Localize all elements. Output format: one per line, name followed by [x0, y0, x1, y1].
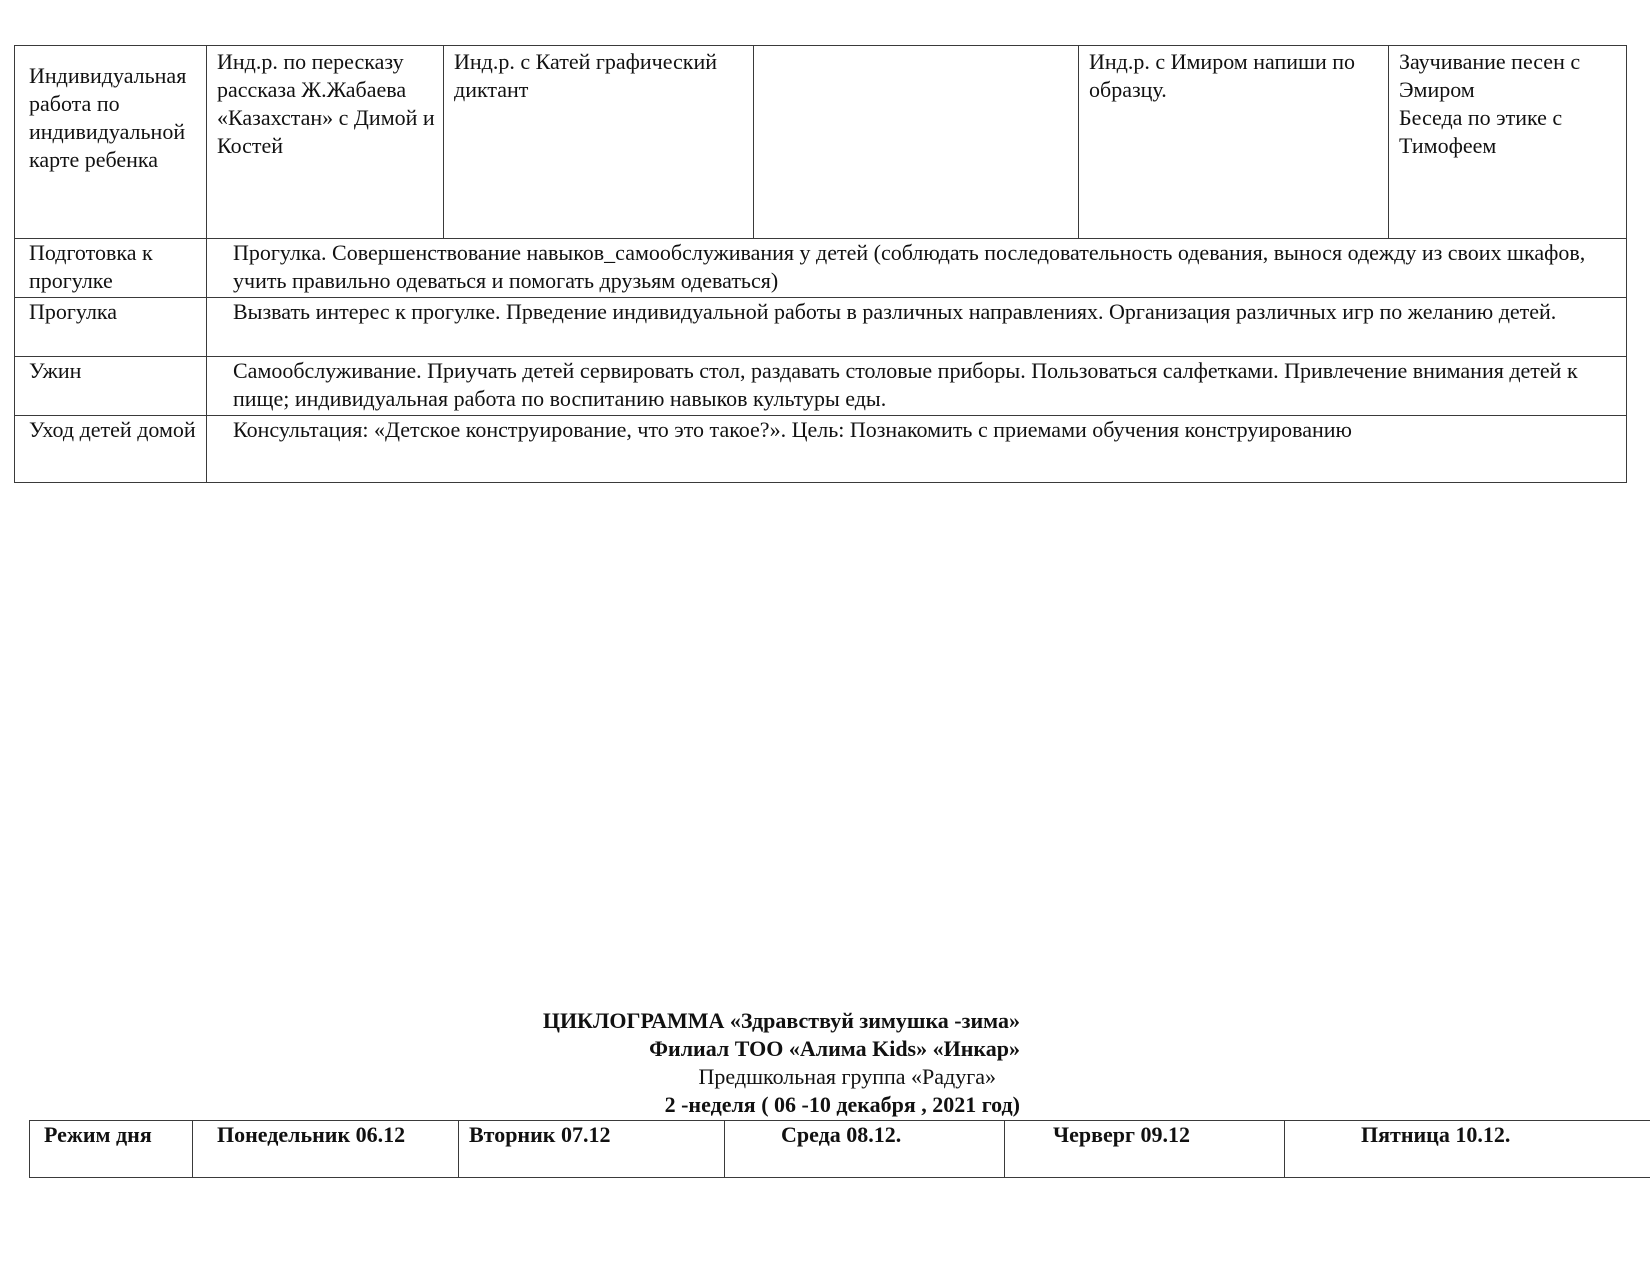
group-name: Предшкольная группа «Радуга»: [698, 1064, 996, 1089]
day-header-tuesday: Вторник 07.12: [459, 1121, 725, 1178]
thursday-cell: Инд.р. с Имиром напиши по образцу.: [1079, 46, 1389, 239]
table-row: [15, 357, 1627, 416]
table-row: [15, 416, 1627, 483]
row-label: Подготовка к прогулке: [15, 239, 207, 298]
friday-line: Заучивание песен с Эмиром: [1399, 49, 1581, 102]
day-header-monday: Понедельник 06.12: [193, 1121, 459, 1178]
table-row: [15, 239, 1627, 298]
regime-header: Режим дня: [30, 1121, 193, 1178]
wednesday-cell: [754, 46, 1079, 239]
row-label: Ужин: [15, 357, 207, 416]
page-title: ЦИКЛОГРАММА «Здравствуй зимушка -зима»: [542, 1008, 1020, 1033]
monday-cell: Инд.р. по пересказу рассказа Ж.Жабаева «Казахстан» с Димой и Костей: [207, 46, 444, 239]
row-text: Прогулка. Совершенствование навыков_самообслуживания у детей (соблюдать последовательность одевания, вынося одежду из своих шкафов, учить правильно одеваться и помогать друзьям одеваться): [207, 239, 1627, 298]
table-row: [30, 1121, 1650, 1178]
friday-line: Беседа по этике с Тимофеем: [1399, 105, 1563, 158]
table-row: [15, 46, 1627, 239]
row-text: Консультация: «Детское конструирование, что это такое?». Цель: Познакомить с приемами обучения конструированию: [207, 416, 1627, 483]
row-label: Прогулка: [15, 298, 207, 357]
row-label: Уход детей домой: [15, 416, 207, 483]
table-row: [15, 298, 1627, 357]
day-header-wednesday: Среда 08.12.: [725, 1121, 1005, 1178]
row-text: Вызвать интерес к прогулке. Прведение индивидуальной работы в различных направлениях. Организация различных игр по желанию детей.: [207, 298, 1627, 357]
tuesday-cell: Инд.р. с Катей графический диктант: [444, 46, 754, 239]
schedule-table: [14, 45, 1627, 483]
branch-name: Филиал ТОО «Алима Kids» «Инкар»: [649, 1036, 1020, 1061]
row-label: Индивидуальная работа по индивидуальной карте ребенка: [15, 46, 207, 239]
week-info: 2 -неделя ( 06 -10 декабря , 2021 год): [664, 1092, 1020, 1117]
row-text: Самообслуживание. Приучать детей сервировать стол, раздавать столовые приборы. Пользоваться салфетками. Привлечение внимания детей к пище; индивидуальная работа по воспитанию навыков культуры еды.: [207, 357, 1627, 416]
day-header-friday: Пятница 10.12.: [1285, 1121, 1650, 1178]
friday-cell: [1389, 46, 1627, 239]
days-table: [29, 1120, 1650, 1178]
day-header-thursday: Черверг 09.12: [1005, 1121, 1285, 1178]
